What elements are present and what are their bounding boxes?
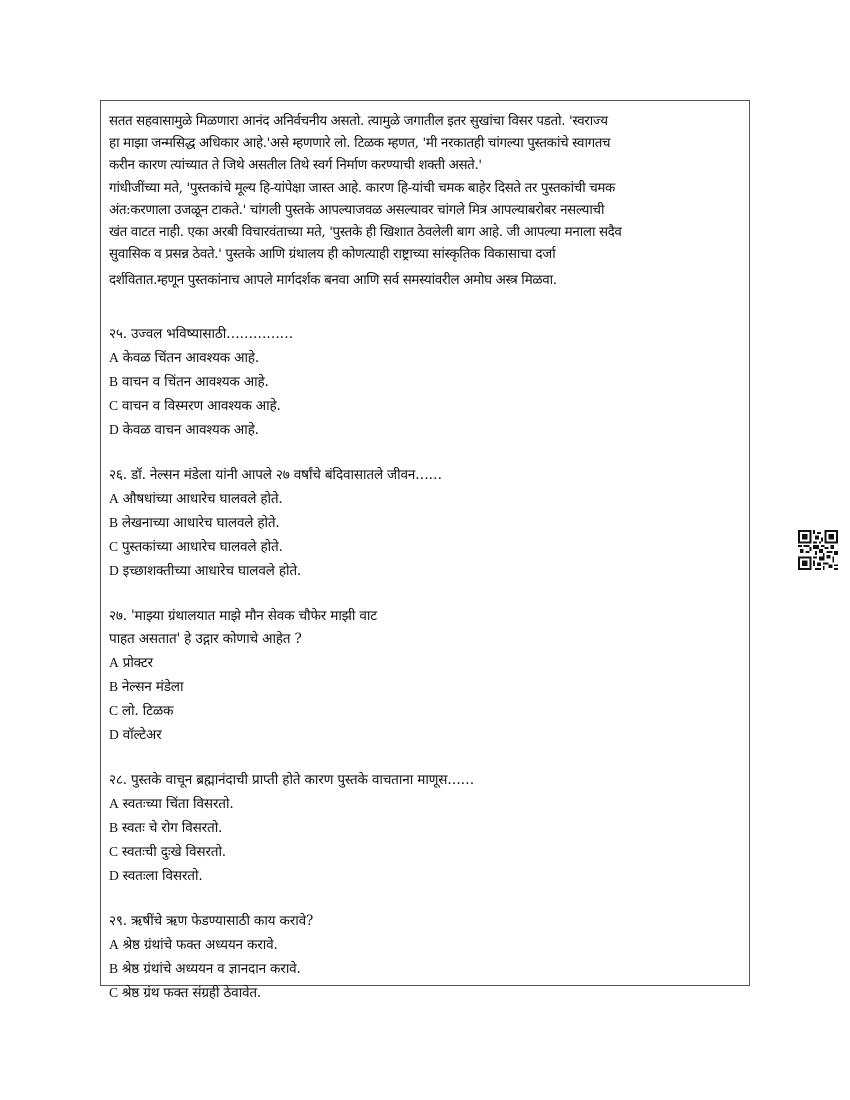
question-text-continued: पाहत असतात' हे उद्गार कोणाचे आहेत ? [109,631,302,647]
option-label: D [109,868,119,883]
passage [109,111,749,293]
option-label: D [109,727,119,742]
passage-line: खंत वाटत नाही. एका अरबी विचारवंताच्या मते, 'पुस्तके ही खिशात ठेवलेली बाग आहे. जी आपल्या मनाला सदैव [109,225,622,241]
question-text: २९. ऋषींचे ऋण फेडण्यासाठी काय करावे? [109,913,314,929]
passage-line: गांधीजींच्या मते, 'पुस्तकांचे मूल्य हि-यांपेक्षा जास्त आहे. कारण हि-यांची चमक बाहेर दिसते तर पुस्तकांची चमक [109,180,615,196]
option-text: केवळ चिंतन आवश्यक आहे. [122,350,259,366]
option-label: C [109,703,118,718]
option-d [109,559,729,583]
option-label: B [109,820,118,835]
option-label: A [109,491,119,506]
option-text: औषधांच्या आधारेच घालवले होते. [122,491,283,507]
option-label: B [109,515,118,530]
option-c [109,981,729,1005]
option-text: श्रेष्ठ ग्रंथांचे फक्त अध्ययन करावे. [122,937,278,953]
question-28 [109,769,729,888]
question-26 [109,464,729,583]
option-a [109,346,729,370]
option-label: A [109,937,119,952]
option-label: A [109,350,119,365]
option-label: C [109,844,118,859]
option-text: श्रेष्ठ ग्रंथांचे अध्ययन व ज्ञानदान करावे. [121,961,301,977]
question-text: २६. डॉ. नेल्सन मंडेला यांनी आपले २७ वर्षांचे बंदिवासातले जीवन…… [109,467,442,483]
passage-line: सुवासिक व प्रसन्न ठेवते.' पुस्तके आणि ग्रंथालय ही कोणत्याही राष्ट्राच्या सांस्कृतिक विकासाचा दर्जा [109,247,556,263]
document-frame [100,100,750,1001]
option-text: नेल्सन मंडेला [121,679,184,695]
option-text: वाचन व चिंतन आवश्यक आहे. [121,374,269,390]
option-b [109,511,729,535]
question-text: २७. 'माझ्या ग्रंथालयात माझे मौन सेवक चौफेर माझी वाट [109,608,377,624]
option-a [109,651,729,675]
option-c [109,840,729,864]
option-b [109,957,729,981]
passage-line: हा माझा जन्मसिद्ध अधिकार आहे.'असे म्हणणारे लो. टिळक म्हणत, 'मी नरकातही चांगल्या पुस्तकांचे स्वागतच [109,136,611,152]
option-label: B [109,961,118,976]
option-text: वॉल्टेअर [122,727,162,743]
option-text: स्वतःची दुःखे विसरतो. [121,844,226,860]
qr-code-icon [798,530,838,570]
passage-line: करीन कारण त्यांच्यात ते जिथे असतील तिथे स्वर्ग निर्माण करण्याची शक्ती असते.' [109,158,482,174]
option-label: C [109,539,118,554]
passage-line: सतत सहवासामुळे मिळणारा आनंद अनिर्वचनीय असतो. त्यामुळे जगातील इतर सुखांचा विसर पडतो. 'स्वराज्य [109,114,608,129]
option-c [109,535,729,559]
option-d [109,864,729,888]
question-text: २५. उज्वल भविष्यासाठी…………… [109,326,294,342]
option-a [109,933,729,957]
option-label: D [109,563,119,578]
option-label: A [109,796,119,811]
option-d [109,418,729,442]
option-text: केवळ वाचन आवश्यक आहे. [122,422,259,438]
option-text: वाचन व विस्मरण आवश्यक आहे. [121,398,281,414]
passage-line: दर्शवितात.म्हणून पुस्तकांनाच आपले मार्गदर्शक बनवा आणि सर्व समस्यांवरील अमोघ अस्त्र मिळवा. [109,273,557,289]
question-27 [109,605,729,747]
option-text: स्वतःच्या चिंता विसरतो. [122,796,234,812]
question-text: २८. पुस्तके वाचून ब्रह्मानंदाची प्राप्ती होते कारण पुस्तके वाचताना माणूस…… [109,772,475,788]
option-c [109,394,729,418]
option-b [109,675,729,699]
option-label: A [109,655,119,670]
question-25 [109,323,729,442]
option-label: C [109,985,118,1000]
option-b [109,816,729,840]
question-29 [109,910,729,1005]
option-label: B [109,679,118,694]
option-a [109,792,729,816]
option-text: स्वतःला विसरतो. [122,868,203,884]
option-text: स्वतः चे रोग विसरतो. [121,820,223,836]
option-text: श्रेष्ठ ग्रंथ फक्त संग्रही ठेवावेत. [121,985,262,1001]
passage-line: अंत:करणाला उजळून टाकते.' चांगली पुस्तके आपल्याजवळ असल्यावर चांगले मित्र आपल्याबरोबर नसल्याची [109,202,605,218]
option-text: प्रोक्टर [122,655,153,671]
option-text: इच्छाशक्तीच्या आधारेच घालवले होते. [122,563,302,579]
question-list [109,323,729,1027]
option-a [109,487,729,511]
option-text: लेखनाच्या आधारेच घालवले होते. [121,515,280,531]
option-c [109,699,729,723]
option-label: B [109,374,118,389]
option-text: पुस्तकांच्या आधारेच घालवले होते. [121,539,283,555]
option-text: लो. टिळक [121,703,174,719]
option-label: D [109,422,119,437]
option-d [109,723,729,747]
option-label: C [109,398,118,413]
option-b [109,370,729,394]
